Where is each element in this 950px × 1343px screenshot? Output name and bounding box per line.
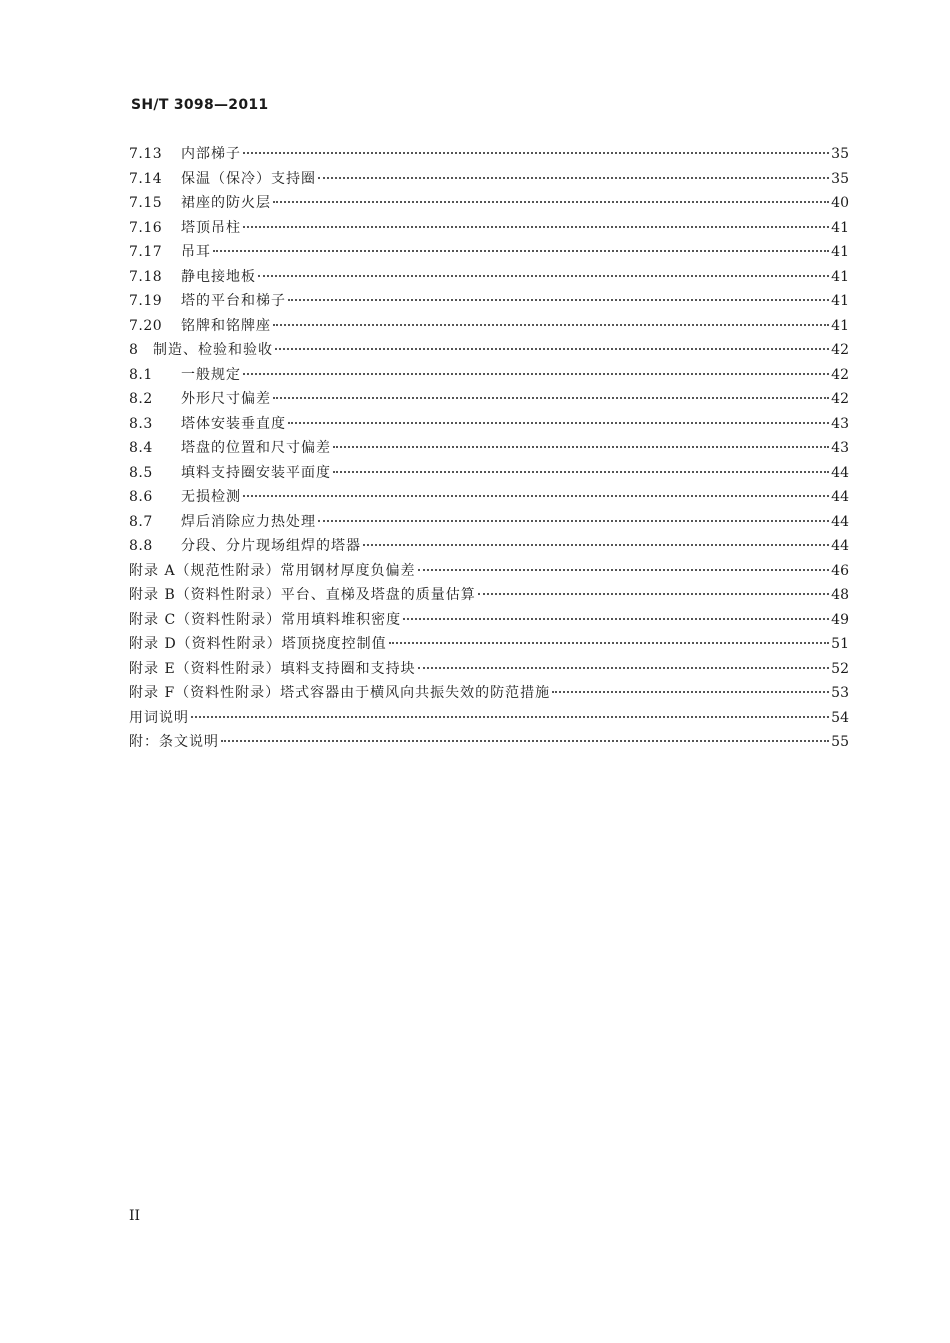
toc-entry[interactable] [129, 413, 849, 438]
toc-entry-page: 35 [831, 146, 849, 162]
toc-entry-page: 40 [831, 195, 849, 211]
toc-entry-title: 用词说明 [129, 709, 189, 726]
toc-entry-number: 8.5 [129, 464, 153, 481]
toc-entry-page: 52 [831, 660, 849, 677]
toc-entry-number: 8 [129, 342, 139, 358]
toc-entry-page: 35 [831, 170, 849, 187]
toc-entry-page: 46 [831, 562, 849, 579]
toc-entry[interactable] [129, 486, 849, 511]
toc-entry-title: 附：条文说明 [129, 734, 219, 750]
toc-entry[interactable] [129, 584, 849, 609]
toc-entry-title: 裙座的防火层 [181, 195, 271, 211]
toc-entry-title: 静电接地板 [181, 268, 256, 285]
toc-dot-leader [273, 397, 829, 399]
toc-entry-number: 8.4 [129, 440, 153, 456]
toc-entry-number: 8.3 [129, 415, 153, 432]
toc-entry-page: 43 [831, 415, 849, 432]
toc-entry-number: 8.6 [129, 489, 153, 505]
toc-dot-leader [275, 348, 829, 350]
toc-entry[interactable] [129, 437, 849, 462]
toc-dot-leader [258, 275, 829, 277]
toc-entry-number: 8.8 [129, 538, 153, 554]
toc-dot-leader [333, 471, 829, 473]
toc-entry[interactable] [129, 217, 849, 242]
toc-entry-number: 8.1 [129, 366, 153, 383]
toc-entry-page: 41 [831, 293, 849, 309]
toc-entry[interactable] [129, 168, 849, 193]
toc-entry-page: 54 [831, 709, 849, 726]
toc-entry[interactable] [129, 266, 849, 291]
toc-entry[interactable] [129, 339, 849, 364]
toc-dot-leader [243, 495, 829, 497]
toc-entry-number: 7.14 [129, 170, 163, 187]
toc-dot-leader [418, 667, 830, 669]
toc-dot-leader [191, 716, 829, 718]
toc-entry-number: 7.19 [129, 293, 163, 309]
toc-entry[interactable] [129, 511, 849, 536]
toc-entry[interactable] [129, 241, 849, 266]
toc-entry[interactable] [129, 192, 849, 217]
toc-dot-leader [318, 520, 829, 522]
toc-entry-title: 外形尺寸偏差 [181, 391, 271, 407]
toc-entry-title: 塔顶吊柱 [181, 219, 241, 236]
toc-dot-leader [221, 740, 829, 742]
toc-entry-title: 分段、分片现场组焊的塔器 [181, 538, 361, 554]
toc-entry-title: 内部梯子 [181, 146, 241, 162]
toc-dot-leader [478, 593, 829, 595]
toc-entry-page: 42 [831, 366, 849, 383]
toc-entry-title: 一般规定 [181, 366, 241, 383]
toc-dot-leader [403, 618, 829, 620]
toc-entry[interactable] [129, 462, 849, 487]
toc-entry-page: 41 [831, 317, 849, 334]
toc-entry[interactable] [129, 315, 849, 340]
toc-entry-page: 42 [831, 342, 849, 358]
toc-dot-leader [318, 177, 829, 179]
toc-entry[interactable] [129, 364, 849, 389]
standard-code-header: SH/T 3098—2011 [131, 97, 269, 113]
toc-entry[interactable] [129, 535, 849, 560]
toc-entry-title: 塔体安装垂直度 [181, 415, 286, 432]
toc-entry-page: 44 [831, 489, 849, 505]
toc-dot-leader [273, 324, 829, 326]
toc-entry[interactable] [129, 560, 849, 585]
toc-dot-leader [288, 422, 829, 424]
toc-entry-number: 8.2 [129, 391, 153, 407]
toc-entry-title: 制造、检验和验收 [153, 342, 273, 358]
toc-dot-leader [363, 544, 829, 546]
toc-dot-leader [333, 446, 829, 448]
toc-dot-leader [288, 299, 829, 301]
toc-entry-page: 41 [831, 219, 849, 236]
toc-entry-title: 附录 C（资料性附录）常用填料堆积密度 [129, 611, 402, 628]
toc-dot-leader [213, 250, 829, 252]
toc-entry-page: 53 [831, 685, 849, 701]
toc-entry-page: 42 [831, 391, 849, 407]
toc-entry-title: 填料支持圈安装平面度 [181, 464, 331, 481]
toc-entry[interactable] [129, 731, 849, 756]
toc-entry-number: 7.20 [129, 317, 163, 334]
toc-entry-number: 8.7 [129, 513, 153, 530]
toc-entry-title: 塔盘的位置和尺寸偏差 [181, 440, 331, 456]
toc-entry-title: 铭牌和铭牌座 [181, 317, 271, 334]
toc-entry-page: 44 [831, 464, 849, 481]
toc-entry-number: 7.13 [129, 146, 163, 162]
page-number: II [129, 1208, 141, 1224]
toc-entry-page: 48 [831, 587, 849, 603]
toc-entry-title: 塔的平台和梯子 [181, 293, 286, 309]
toc-entry-number: 7.17 [129, 244, 163, 260]
toc-entry[interactable] [129, 707, 849, 732]
toc-dot-leader [243, 152, 829, 154]
toc-entry-page: 44 [831, 513, 849, 530]
toc-entry[interactable] [129, 609, 849, 634]
toc-dot-leader [243, 373, 829, 375]
toc-entry-page: 55 [831, 734, 849, 750]
toc-entry-title: 附录 A（规范性附录）常用钢材厚度负偏差 [129, 562, 416, 579]
toc-entry-title: 附录 B（资料性附录）平台、直梯及塔盘的质量估算 [129, 587, 476, 603]
toc-entry-title: 附录 D（资料性附录）塔顶挠度控制值 [129, 636, 387, 652]
toc-dot-leader [552, 691, 829, 693]
toc-entry-title: 焊后消除应力热处理 [181, 513, 316, 530]
toc-entry[interactable] [129, 633, 849, 658]
toc-entry-title: 吊耳 [181, 244, 211, 260]
toc-entry-page: 51 [831, 636, 849, 652]
toc-dot-leader [389, 642, 829, 644]
toc-entry[interactable] [129, 658, 849, 683]
toc-dot-leader [418, 569, 830, 571]
toc-entry[interactable] [129, 388, 849, 413]
toc-entry[interactable] [129, 290, 849, 315]
toc-entry-title: 保温（保冷）支持圈 [181, 170, 316, 187]
toc-entry-number: 7.16 [129, 219, 163, 236]
toc-entry[interactable] [129, 682, 849, 707]
toc-entry-page: 41 [831, 244, 849, 260]
table-of-contents [129, 143, 849, 756]
toc-entry[interactable] [129, 143, 849, 168]
toc-entry-title: 附录 E（资料性附录）填料支持圈和支持块 [129, 660, 416, 677]
toc-entry-title: 无损检测 [181, 489, 241, 505]
toc-entry-page: 44 [831, 538, 849, 554]
toc-dot-leader [243, 226, 829, 228]
toc-entry-number: 7.18 [129, 268, 163, 285]
toc-entry-page: 43 [831, 440, 849, 456]
toc-entry-page: 49 [831, 611, 849, 628]
toc-entry-page: 41 [831, 268, 849, 285]
toc-entry-title: 附录 F（资料性附录）塔式容器由于横风向共振失效的防范措施 [129, 685, 551, 701]
toc-entry-number: 7.15 [129, 195, 163, 211]
toc-dot-leader [273, 201, 829, 203]
